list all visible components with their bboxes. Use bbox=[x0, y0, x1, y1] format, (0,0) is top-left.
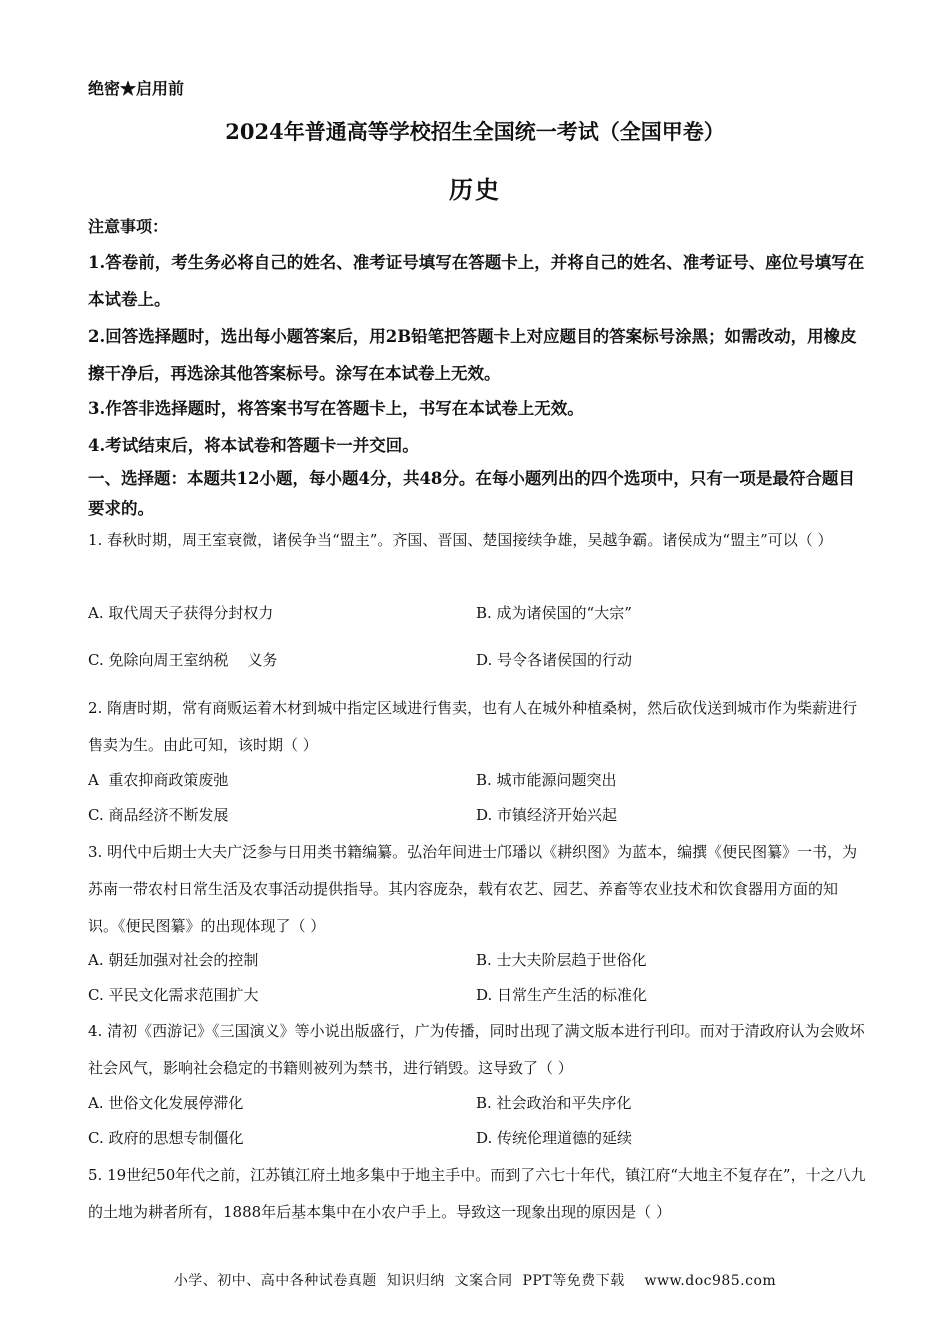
question-3-stem: 3. 明代中后期士大夫广泛参与日用类书籍编纂。弘治年间进士邝璠以《耕织图》为蓝本，编撰《便民图纂》一书，为苏南一带农村日常生活及农事活动提供指导。其内容庞杂，载有农艺、园艺、养畜等农业技术和饮食器用方面的知识。《便民图纂》的出现体现了（ ） bbox=[88, 843, 858, 935]
question-1-option-d: D. 号令各诸侯国的行动 bbox=[476, 651, 633, 669]
notice-item-3: 3.作答非选择题时，将答案书写在答题卡上，书写在本试卷上无效。 bbox=[88, 399, 584, 418]
question-3-option-d: D. 日常生产生活的标准化 bbox=[476, 986, 648, 1004]
confidential-mark: 绝密★启用前 bbox=[88, 79, 185, 98]
question-2-option-a: A 重农抑商政策废弛 bbox=[88, 771, 229, 789]
footer-watermark: 小学、初中、高中各种试卷真题 知识归纳 文案合同 PPT等免费下载 www.doc985.com bbox=[173, 1273, 777, 1289]
question-3-option-a: A. 朝廷加强对社会的控制 bbox=[88, 951, 259, 969]
question-5-stem: 5. 19世纪50年代之前，江苏镇江府土地多集中于地主手中。而到了六七十年代，镇江府“大地主不复存在”，十之八九的土地为耕者所有，1888年后基本集中在小农户手上。导致这一现象出现的原因是（ ） bbox=[88, 1166, 866, 1221]
question-4-option-d: D. 传统伦理道德的延续 bbox=[476, 1129, 633, 1147]
question-1-option-c: C. 免除向周王室纳税 义务 bbox=[88, 651, 278, 669]
question-2-stem: 2. 隋唐时期，常有商贩运着木材到城中指定区域进行售卖，也有人在城外种植桑树，然后砍伐送到城市作为柴薪进行售卖为生。由此可知，该时期（ ） bbox=[88, 699, 858, 754]
question-4-stem: 4. 清初《西游记》《三国演义》等小说出版盛行，广为传播，同时出现了满文版本进行刊印。而对于清政府认为会败坏社会风气，影响社会稳定的书籍则被列为禁书，进行销毁。这导致了（ ） bbox=[88, 1022, 865, 1077]
subject-title: 历史 bbox=[449, 175, 501, 204]
question-1-stem: 1. 春秋时期，周王室衰微，诸侯争当“盟主”。齐国、晋国、楚国接续争雄，吴越争霸。诸侯成为“盟主”可以（ ） bbox=[88, 531, 833, 549]
question-4-option-c: C. 政府的思想专制僵化 bbox=[88, 1129, 244, 1147]
notice-item-1: 1.答卷前，考生务必将自己的姓名、准考证号填写在答题卡上，并将自己的姓名、准考证号、座位号填写在本试卷上。 bbox=[88, 253, 865, 309]
question-1-option-b: B. 成为诸侯国的“大宗” bbox=[476, 604, 632, 622]
notice-item-4: 4.考试结束后，将本试卷和答题卡一并交回。 bbox=[88, 436, 419, 455]
notice-item-2: 2.回答选择题时，选出每小题答案后，用2B铅笔把答题卡上对应题目的答案标号涂黑；如需改动，用橡皮擦干净后，再选涂其他答案标号。涂写在本试卷上无效。 bbox=[88, 327, 857, 383]
notice-heading: 注意事项： bbox=[88, 217, 169, 236]
question-3-option-c: C. 平民文化需求范围扩大 bbox=[88, 986, 259, 1004]
question-2-option-c: C. 商品经济不断发展 bbox=[88, 806, 229, 824]
question-2-option-d: D. 市镇经济开始兴起 bbox=[476, 806, 618, 824]
question-1-option-a: A. 取代周天子获得分封权力 bbox=[88, 604, 274, 622]
exam-title: 2024年普通高等学校招生全国统一考试（全国甲卷） bbox=[225, 119, 725, 144]
section-heading: 一、选择题：本题共12小题，每小题4分，共48分。在每小题列出的四个选项中，只有一项是最符合题目要求的。 bbox=[88, 469, 855, 518]
question-3-option-b: B. 士大夫阶层趋于世俗化 bbox=[476, 951, 647, 969]
question-4-option-a: A. 世俗文化发展停滞化 bbox=[88, 1094, 244, 1112]
question-2-option-b: B. 城市能源问题突出 bbox=[476, 771, 617, 789]
question-4-option-b: B. 社会政治和平失序化 bbox=[476, 1094, 632, 1112]
